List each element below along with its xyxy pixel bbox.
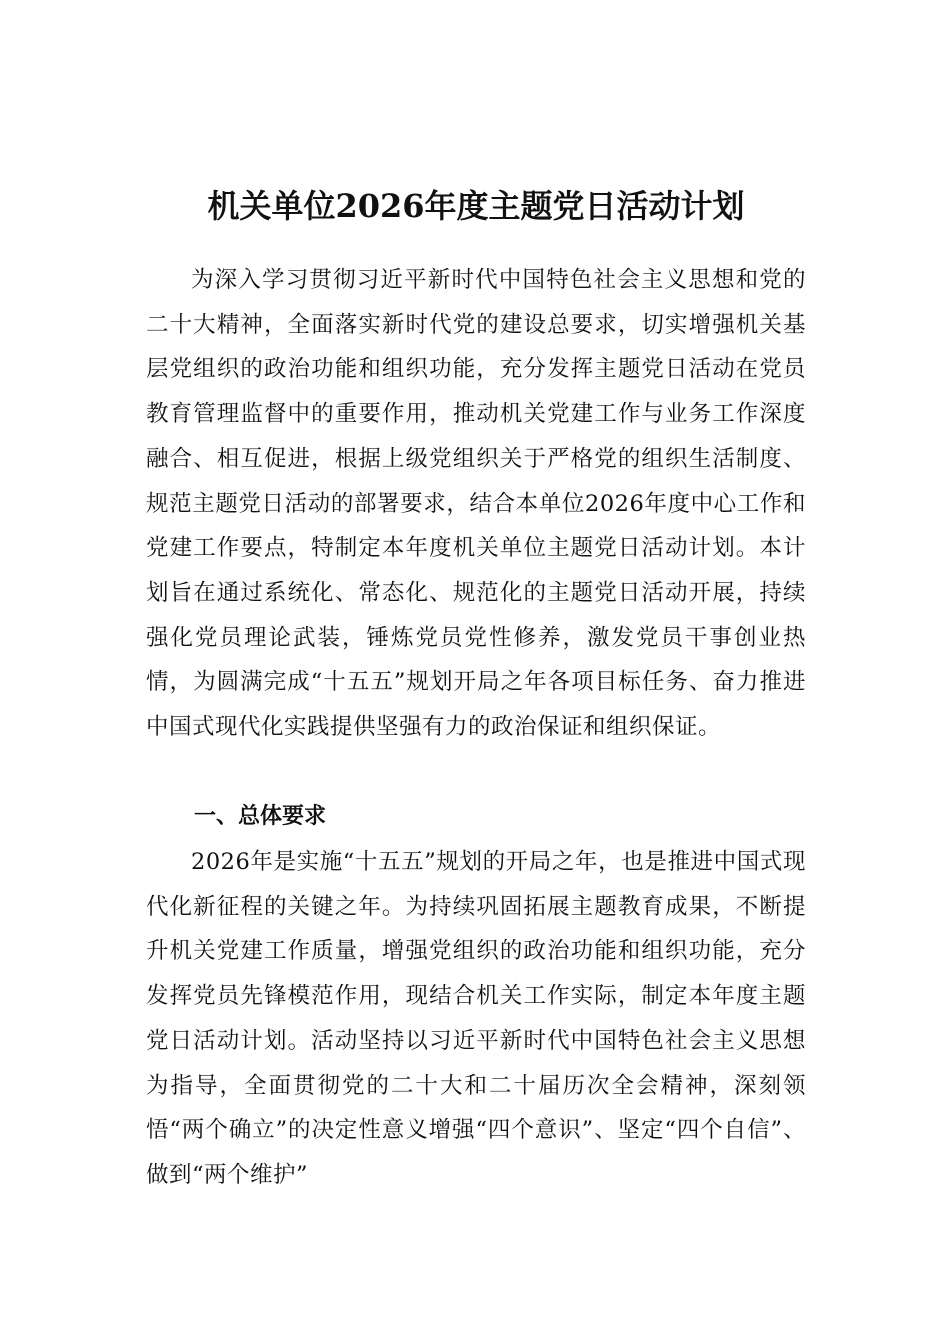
document-title: 机关单位2026年度主题党日活动计划 xyxy=(207,187,745,226)
section-heading-general-requirements: 一、总体要求 xyxy=(194,804,327,829)
general-requirements-paragraph: 2026年是实施“十五五”规划的开局之年，也是推进中国式现代化新征程的关键之年。为持续巩固拓展主题教育成果，不断提升机关党建工作质量，增强党组织的政治功能和组织功能，充分发挥党员先锋模范作用，现结合机关工作实际，制定本年度主题党日活动计划。活动坚持以习近平新时代中国特色社会主义思想为指导，全面贯彻党的二十大和二十届历次全会精神，深刻领悟“两个确立”的决定性意义增强“四个意识”、坚定“四个自信”、做到“两个维护” xyxy=(146,849,806,1188)
intro-paragraph: 为深入学习贯彻习近平新时代中国特色社会主义思想和党的二十大精神，全面落实新时代党的建设总要求，切实增强机关基层党组织的政治功能和组织功能，充分发挥主题党日活动在党员教育管理监督中的重要作用，推动机关党建工作与业务工作深度融合、相互促进，根据上级党组织关于严格党的组织生活制度、规范主题党日活动的部署要求，结合本单位2026年度中心工作和党建工作要点，特制定本年度机关单位主题党日活动计划。本计划旨在通过系统化、常态化、规范化的主题党日活动开展，持续强化党员理论武装，锤炼党员党性修养，激发党员干事创业热情，为圆满完成“十五五”规划开局之年各项目标任务、奋力推进中国式现代化实践提供坚强有力的政治保证和组织保证。 xyxy=(146,267,806,741)
